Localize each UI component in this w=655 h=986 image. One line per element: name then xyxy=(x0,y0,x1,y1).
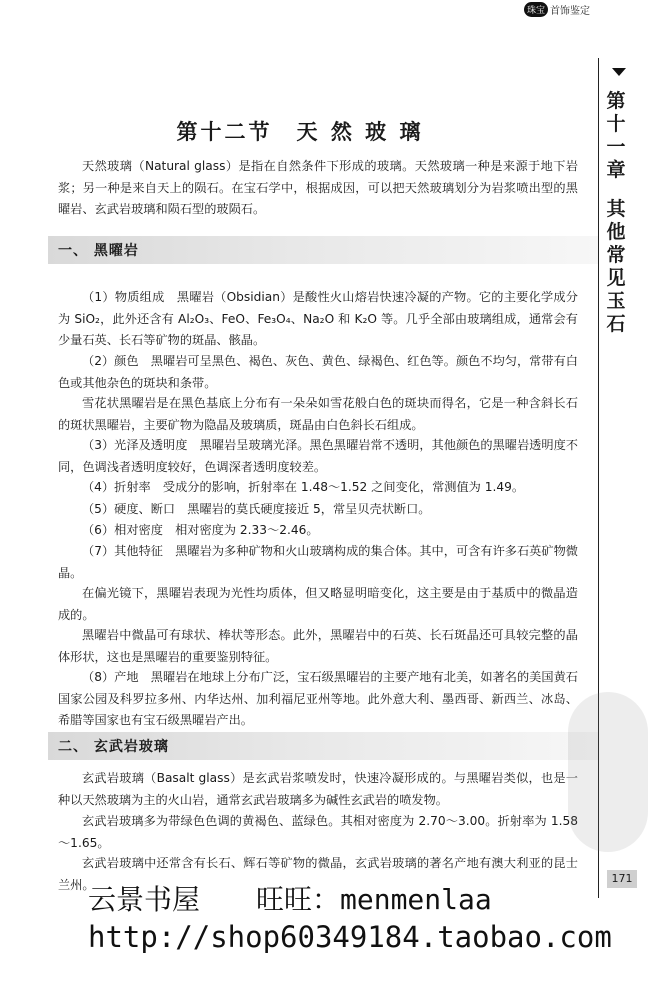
header-logo xyxy=(524,2,590,17)
paragraph: （1）物质组成 黑曜岩（Obsidian）是酸性火山熔岩快速冷凝的产物。它的主要化学成分为 SiO₂，此外还含有 Al₂O₃、FeO、Fe₃O₄、Na₂O 和 K₂O 等。几乎全部由玻璃组成，通常会有少量石英、长石等矿物的斑晶、骸晶。 xyxy=(58,290,578,347)
intro-paragraph: 天然玻璃（Natural glass）是指在自然条件下形成的玻璃。天然玻璃一种是来源于地下岩浆；另一种是来自天上的陨石。在宝石学中，根据成因，可以把天然玻璃划分为岩浆喷出型的黑曜岩、玄武岩玻璃和陨石型的玻陨石。 xyxy=(58,159,578,216)
paragraph: （3）光泽及透明度 黑曜岩呈玻璃光泽。黑色黑曜岩常不透明，其他颜色的黑曜岩透明度不同，色调浅者透明度较好，色调深者透明度较差。 xyxy=(58,438,578,474)
paragraph: 在偏光镜下，黑曜岩表现为光性均质体，但又略显明暗变化，这主要是由于基质中的微晶造成的。 xyxy=(58,586,578,622)
subsection-header-basalt-glass xyxy=(48,732,598,760)
chapter-char: 玉 xyxy=(606,290,626,312)
paragraph: 雪花状黑曜岩是在黑色基底上分布有一朵朵如雪花般白色的斑块而得名，它是一种含斜长石的斑状黑曜岩，主要矿物为隐晶及玻璃质，斑晶由白色斜长石组成。 xyxy=(58,396,578,432)
chapter-char: 他 xyxy=(606,221,626,243)
paragraph: （7）其他特征 黑曜岩为多种矿物和火山玻璃构成的集合体。其中，可含有许多石英矿物微晶。 xyxy=(58,544,578,580)
chapter-marker-icon xyxy=(612,68,626,76)
chapter-char: 其 xyxy=(606,198,626,220)
watermark-shop-name: 云景书屋 旺旺：menmenlaa xyxy=(88,883,492,916)
watermark-stamp xyxy=(568,692,648,852)
chapter-char: 第 xyxy=(606,90,626,112)
subsection-header-obsidian xyxy=(48,236,598,264)
paragraph: （2）颜色 黑曜岩可呈黑色、褐色、灰色、黄色、绿褐色、红色等。颜色不均匀，常带有白色或其他杂色的斑块和条带。 xyxy=(58,354,578,390)
chapter-char: 见 xyxy=(606,267,626,289)
chapter-char: 常 xyxy=(606,244,626,266)
chapter-char: 一 xyxy=(606,136,626,158)
chapter-gap xyxy=(603,182,629,198)
subsection-label: 一、 黑曜岩 xyxy=(58,243,139,259)
page-number: 171 xyxy=(607,870,637,888)
watermark-shop-url: http://shop60349184.taobao.com xyxy=(88,920,612,954)
header-title: 首饰鉴定 xyxy=(550,6,591,17)
chapter-char: 十 xyxy=(606,113,626,135)
logo-badge: 珠宝 xyxy=(524,2,548,17)
paragraph: 玄武岩玻璃多为带绿色色调的黄褐色、蓝绿色。其相对密度为 2.70～3.00。折射率为 1.58～1.65。 xyxy=(58,814,578,850)
subsection-label: 二、 玄武岩玻璃 xyxy=(58,739,169,755)
section-title: 第十二节 天 然 玻 璃 xyxy=(176,120,424,144)
paragraph: （6）相对密度 相对密度为 2.33～2.46。 xyxy=(82,523,319,537)
paragraph: （4）折射率 受成分的影响，折射率在 1.48～1.52 之间变化，常测值为 1.49。 xyxy=(82,480,525,494)
chapter-char: 石 xyxy=(606,313,626,335)
chapter-vertical-title xyxy=(603,90,629,336)
paragraph: （5）硬度、断口 黑曜岩的莫氏硬度接近 5，常呈贝壳状断口。 xyxy=(82,502,431,516)
chapter-char: 章 xyxy=(606,159,626,181)
paragraph: 玄武岩玻璃（Basalt glass）是玄武岩浆喷发时，快速冷凝形成的。与黑曜岩类似，也是一种以天然玻璃为主的火山岩，通常玄武岩玻璃多为碱性玄武岩的喷发物。 xyxy=(58,771,578,807)
paragraph: （8）产地 黑曜岩在地球上分布广泛，宝石级黑曜岩的主要产地有北美，如著名的美国黄石国家公园及科罗拉多州、内华达州、加利福尼亚州等地。此外意大利、墨西哥、新西兰、冰岛、希腊等国家也有宝石级黑曜岩产出。 xyxy=(58,670,578,727)
paragraph: 黑曜岩中微晶可有球状、棒状等形态。此外，黑曜岩中的石英、长石斑晶还可具较完整的晶体形状，这也是黑曜岩的重要鉴别特征。 xyxy=(58,628,578,664)
paragraph: 玄武岩玻璃中还常含有长石、辉石等矿物的微晶，玄武岩玻璃的著名产地有澳大利亚的昆士兰州。 xyxy=(58,856,578,892)
